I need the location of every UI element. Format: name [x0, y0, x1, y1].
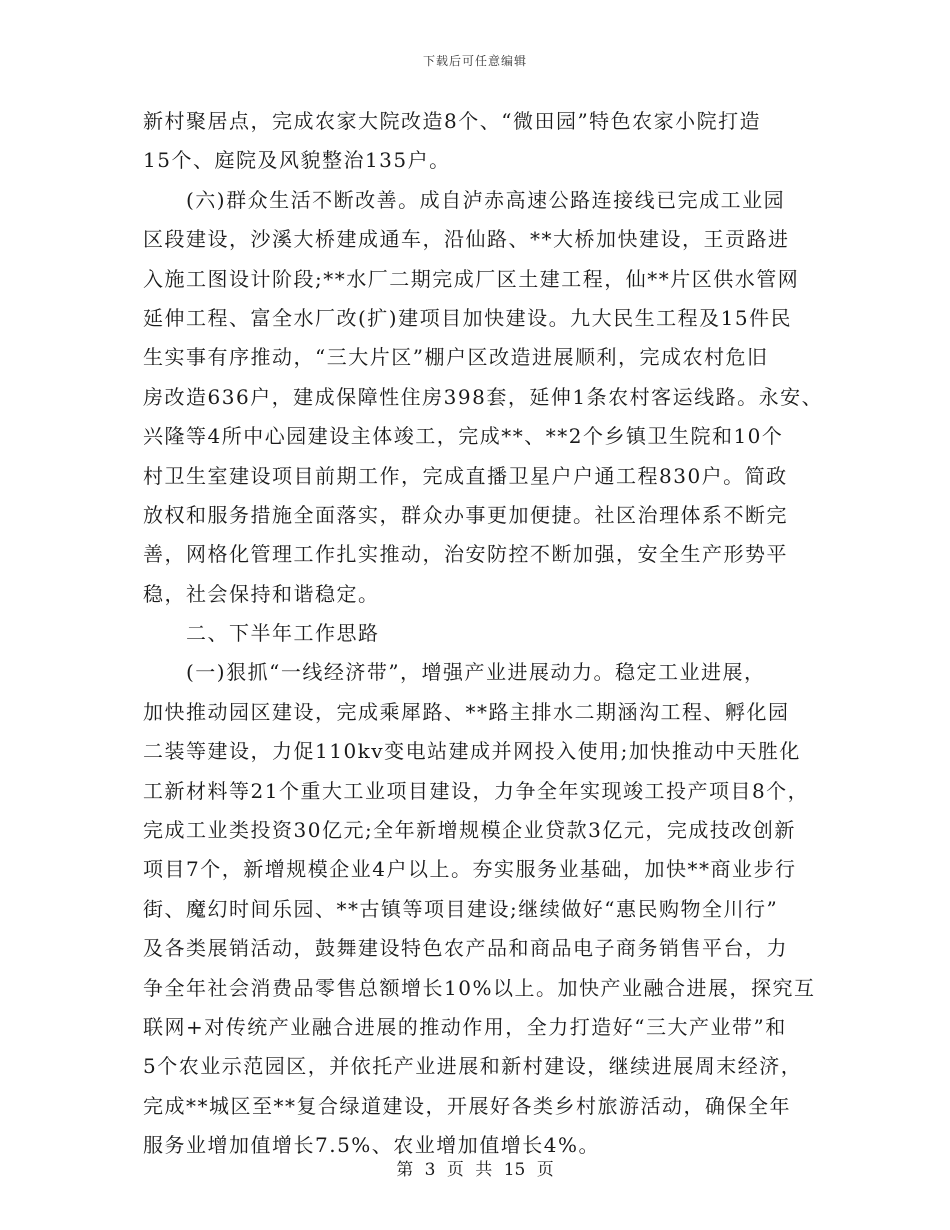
text-line: 延伸工程、富全水厂改(扩)建项目加快建设。九大民生工程及15件民 [143, 305, 793, 330]
paragraph-heading-line: (一)狠抓“一线经济带”，增强产业进展动力。稳定工业进展， [186, 660, 766, 685]
section-heading: 二、下半年工作思路 [186, 621, 380, 646]
page-header: 下载后可任意编辑 [422, 54, 527, 68]
page-number-footer: 第 3 页 共 15 页 [396, 1160, 554, 1180]
text-line: 新村聚居点，完成农家大院改造8个、“微田园”特色农家小院打造 [143, 109, 762, 133]
text-line: 善，网格化管理工作扎实推动，治安防控不断加强，安全生产形势平 [143, 542, 788, 567]
text-line: 入施工图设计阶段;**水厂二期完成厂区土建工程，仙**片区供水管网 [143, 266, 800, 291]
document-body [143, 102, 833, 1166]
paragraph-heading-line: (六)群众生活不断改善。成自泸赤高速公路连接线已完成工业园 [186, 187, 786, 212]
text-line: 联网+对传统产业融合进展的推动作用，全力打造好“三大产业带”和 [143, 1014, 787, 1039]
text-line: 二装等建设，力促110kv变电站建成并网投入使用;加快推动中天胜化 [143, 739, 801, 764]
text-line: 加快推动园区建设，完成乘犀路、**路主排水二期涵沟工程、孵化园 [143, 699, 790, 724]
text-line: 放权和服务措施全面落实，群众办事更加便捷。社区治理体系不断完 [143, 502, 788, 527]
text-line: 房改造636户，建成保障性住房398套，延伸1条农村客运线路。永安、 [143, 384, 824, 409]
text-line: 完成工业类投资30亿元;全年新增规模企业贷款3亿元，完成技改创新 [143, 818, 796, 843]
text-line: 项目7个，新增规模企业4户以上。夯实服务业基础，加快**商业步行 [143, 857, 797, 882]
text-line: 及各类展销活动，鼓舞建设特色农产品和商品电子商务销售平台，力 [143, 936, 788, 961]
text-line: 村卫生室建设项目前期工作，完成直播卫星户户通工程830户。简政 [143, 463, 788, 488]
text-line: 街、魔幻时间乐园、**古镇等项目建设;继续做好“惠民购物全川行” [143, 896, 779, 921]
text-line: 15个、庭院及风貌整治135户。 [143, 148, 451, 173]
text-line: 争全年社会消费品零售总额增长10%以上。加快产业融合进展，探究互 [143, 975, 816, 1000]
text-line: 兴隆等4所中心园建设主体竣工，完成**、**2个乡镇卫生院和10个 [143, 424, 784, 449]
text-line: 生实事有序推动，“三大片区”棚户区改造进展顺利，完成农村危旧 [143, 345, 769, 370]
text-line: 服务业增加值增长7.5%、农业增加值增长4%。 [143, 1133, 601, 1158]
text-line: 5个农业示范园区，并依托产业进展和新村建设，继续进展周末经济， [143, 1054, 803, 1079]
text-line: 完成**城区至**复合绿道建设，开展好各类乡村旅游活动，确保全年 [143, 1093, 791, 1118]
text-line: 工新材料等21个重大工业项目建设，力争全年实现竣工投产项目8个， [143, 778, 810, 803]
text-line: 稳，社会保持和谐稳定。 [143, 581, 380, 606]
text-line: 区段建设，沙溪大桥建成通车，沿仙路、**大桥加快建设，王贡路进 [143, 227, 790, 252]
